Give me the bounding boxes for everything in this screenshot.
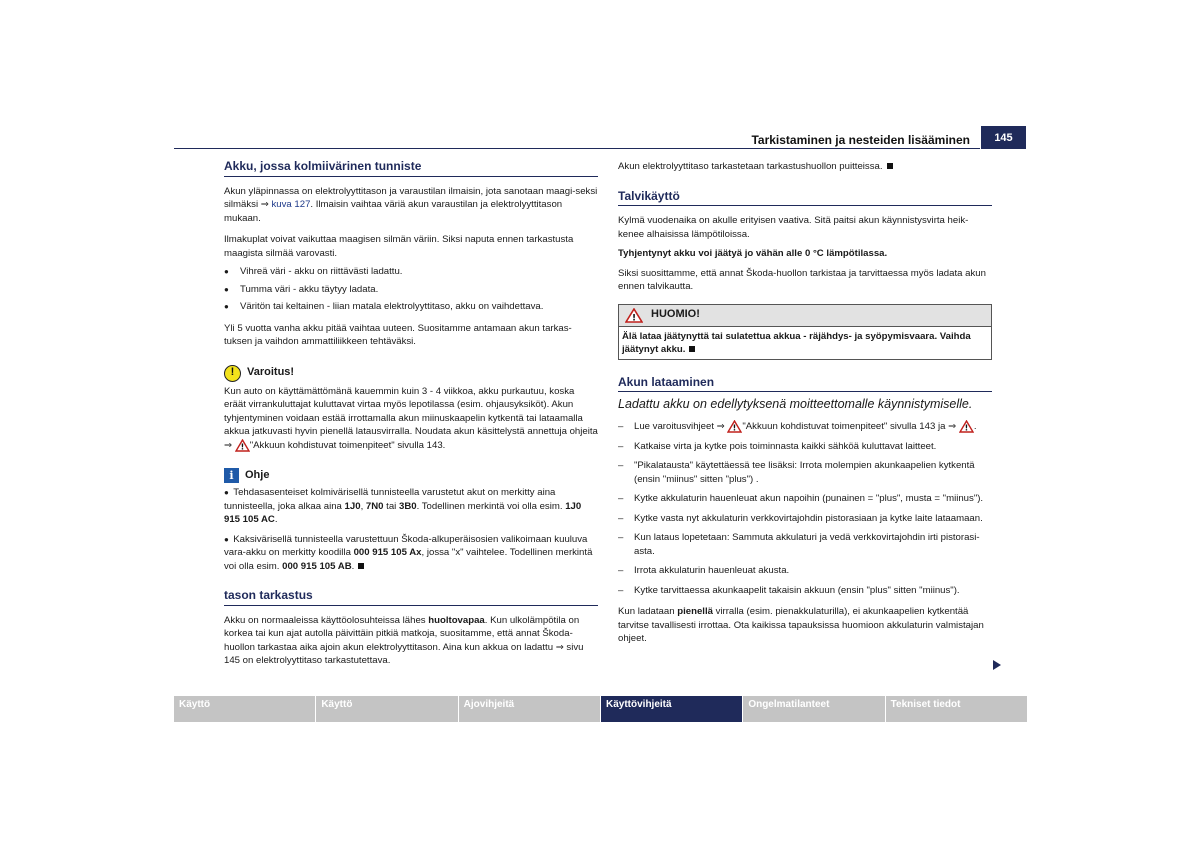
paragraph-air-bubbles: Ilmakuplat voivat vaikuttaa maagisen silmän väriin. Siksi naputa ennen tarkastusta maagista silmää varovasti.	[224, 234, 574, 259]
page-number: 145	[981, 126, 1026, 149]
section-end-mark	[358, 563, 364, 569]
warning-triangle-icon	[625, 308, 643, 323]
section-title-tricolor-battery: Akku, jossa kolmiivärinen tunniste	[224, 160, 598, 177]
step-item: – Lue varoitusvihjeet ⇒ ! "Akkuun kohdistuvat toimenpiteet" sivulla 143 ja ⇒ ! .	[618, 421, 977, 433]
warning-triangle-icon	[727, 420, 742, 433]
svg-text:!: !	[964, 423, 969, 433]
step-item: – Irrota akkulaturin hauenleuat akusta.	[618, 565, 790, 577]
left-column	[224, 160, 598, 668]
nav-tab-ajovihjeita[interactable]: Ajovihjeitä	[459, 696, 600, 722]
header-rule	[174, 148, 980, 149]
step-item: – Kytke tarvittaessa akunkaapelit takaisin akkuun (ensin "plus" sitten "miinus").	[618, 584, 960, 596]
list-item: ● Vihreä väri - akku on riittävästi ladattu.	[224, 266, 403, 277]
step-item: – Kytke akkulaturin hauenleuat akun napoihin (punainen = "plus", musta = "miinus").	[618, 493, 984, 505]
step-item: – Kun lataus lopetetaan: Sammuta akkulaturi ja vedä verkkovirtajohdin irti pistorasi-asta.	[618, 532, 980, 557]
section-title-winter: Talvikäyttö	[618, 190, 992, 207]
svg-text:!: !	[733, 423, 737, 433]
warning-text: Älä lataa jäätynyttä tai sulatettua akkua - räjähdys- ja syöpymisvaara. Vaihda jäätynyt akku.	[622, 330, 971, 355]
chapter-nav	[174, 696, 1027, 722]
figure-link[interactable]: kuva 127	[271, 199, 311, 210]
warning-triangle-icon	[235, 439, 250, 452]
section-end-mark	[887, 163, 893, 169]
paragraph-intro: Akun elektrolyyttitaso tarkastetaan tarkastushuollon puitteissa.	[618, 160, 992, 174]
paragraph-indicator: Akun yläpinnassa on elektrolyyttitason ja varaustilan ilmaisin, jota sanotaan maagi-seksi silmäksi ⇒ kuva 127. Ilmaisin vaihtaa väriä akun varaustilan ja elektrolyyttitason mukaan.	[224, 185, 598, 224]
list-item: ● Tumma väri - akku täytyy ladata.	[224, 283, 379, 295]
caution-heading: ! Varoitus!	[224, 365, 598, 382]
paragraph-replace-battery: Yli 5 vuotta vanha akku pitää vaihtaa uuteen. Suositamme antamaan akun tarkas-tuksen ja vaihdon ammattiliikkeen tehtäväksi.	[224, 322, 572, 347]
charging-lead: Ladattu akku on edellytyksenä moitteettomalle käynnistymiselle.	[618, 397, 973, 411]
paragraph-winter: Kylmä vuodenaika on akulle erityisen vaativa. Sitä paitsi akun käynnistysvirta heik-kenee alhaisissa lämpötiloissa.	[618, 215, 969, 240]
paragraph-freeze: Tyhjentynyt akku voi jäätyä jo vähän alle 0 °C lämpötilassa.	[618, 248, 888, 259]
warning-triangle-icon	[959, 420, 974, 433]
section-end-mark	[689, 346, 695, 352]
step-item: – Katkaise virta ja kytke pois toiminnasta kaikki sähköä kuluttavat laitteet.	[618, 440, 937, 452]
note-item-factory-batteries: ● Tehdasasenteiset kolmivärisellä tunnisteella varustetut akut on merkitty aina tunnisteella, joka alkaa aina 1J0, 7N0 tai 3B0. Todellinen merkintä voi olla esim. 1J0 915 105 AC.	[224, 487, 582, 526]
list-item: ● Väritön tai keltainen - liian matala elektrolyyttitaso, akku on vaihdettava.	[224, 301, 544, 312]
note-heading: i Ohje	[224, 468, 598, 483]
section-title-charging: Akun lataaminen	[618, 376, 992, 393]
paragraph-winter-service: Siksi suosittamme, että annat Škoda-huollon tarkistaa ja tarvittaessa myös ladata akun ennen talvikautta.	[618, 267, 986, 292]
caution-icon: !	[224, 365, 241, 382]
paragraph-maintenance-free: Akku on normaaleissa käyttöolosuhteissa lähes huoltovapaa. Kun ulkolämpötila on korkea tai kun ajat autolla päivittäin pitkiä matkoja, suositamme, että annat Škoda-huollon tarkastaa aika ajoin akun elektrolyyttitason. Aina kun akkua on ladattu ⇒ sivu 145 on elektrolyyttitaso tarkastutettava.	[224, 614, 584, 667]
nav-tab-kaytto-2[interactable]: Käyttö	[316, 696, 457, 722]
svg-text:!: !	[631, 313, 637, 323]
nav-tab-tekniset-tiedot[interactable]: Tekniset tiedot	[886, 696, 1027, 722]
nav-tab-kayttovihjeita[interactable]: Käyttövihjeitä	[601, 696, 742, 722]
section-title-level-check: tason tarkastus	[224, 589, 598, 606]
warning-header: ! HUOMIO!	[619, 305, 991, 327]
nav-tab-ongelmatilanteet[interactable]: Ongelmatilanteet	[743, 696, 884, 722]
next-page-arrow-icon[interactable]	[993, 660, 1001, 670]
note-item-spare-batteries: ● Kaksivärisellä tunnisteella varustettuun Škoda-alkuperäisosien valikoimaan kuuluva vara-akku on merkitty koodilla 000 915 105 Ax, jossa "x" vaihtelee. Todellinen merkintä voi olla esim. 000 915 105 AB.	[224, 533, 593, 572]
svg-text:!: !	[240, 442, 245, 451]
nav-tab-kaytto-1[interactable]: Käyttö	[174, 696, 315, 722]
info-icon: i	[224, 468, 239, 483]
caution-text: Kun auto on käyttämättömänä kauemmin kuin 3 - 4 viikkoa, akku purkautuu, koska eräät virrankuluttajat kuluttavat virtaa myös lepotilassa (esim. ohjausyksiköt). Akun tyhjentyminen voidaan estää irrottamalla akun miinuskaapelin kytkentä tai lataamalla akkua jatkuvasti hyvin pienellä latausvirralla. Noudata akun käsittelystä annettuja ohjeita ⇒ ! "Akkuun kohdistuvat toimenpiteet" sivulla 143.	[224, 385, 598, 451]
step-item: – "Pikalatausta" käytettäessä tee lisäksi: Irrota molempien akunkaapelien kytkentä (ensin "miinus" sitten "plus") .	[618, 460, 975, 485]
step-item: – Kytke vasta nyt akkulaturin verkkovirtajohdin pistorasiaan ja kytke laite lataamaan.	[618, 512, 983, 524]
warning-box	[618, 304, 992, 360]
running-header-title: Tarkistaminen ja nesteiden lisääminen	[751, 133, 970, 147]
right-column	[618, 160, 992, 646]
paragraph-low-current: Kun ladataan pienellä virralla (esim. pienakkulaturilla), ei akunkaapelien kytkentää tarvitse tavallisesti irrottaa. Ota kaikissa tapauksissa huomioon akkulaturin valmistajan ohjeet.	[618, 606, 984, 645]
